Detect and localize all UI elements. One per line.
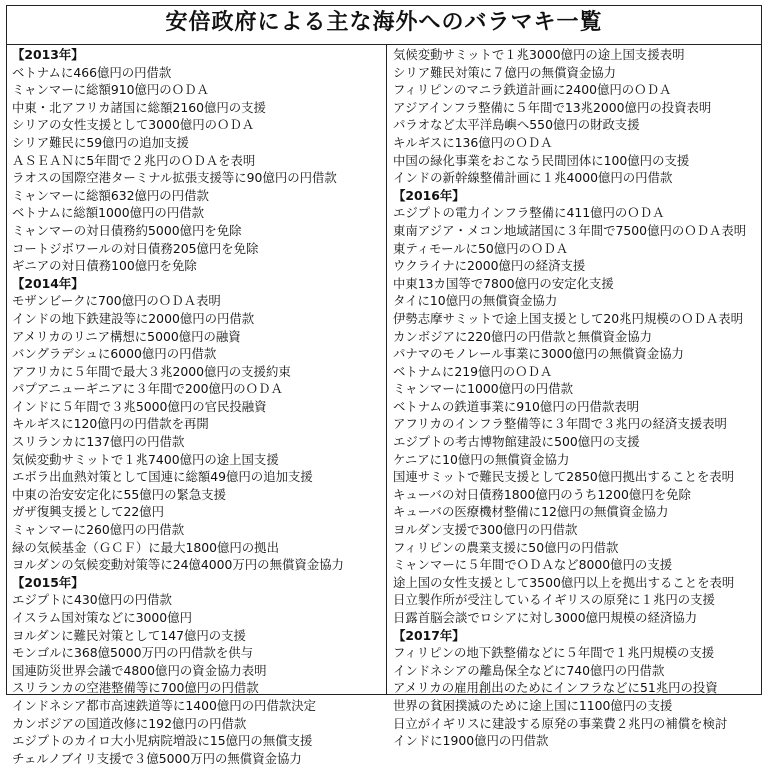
year-heading: 【2017年】 [393, 627, 465, 643]
list-item: ベトナムに466億円の円借款 [12, 64, 172, 80]
list-item: スリランカの空港整備等に700億円の円借款 [12, 680, 259, 696]
list-item: キルギスに136億円のＯＤＡ [393, 134, 553, 150]
list-item: フィリピンの農業支援に50億円の円借款 [393, 539, 619, 555]
list-item: ガザ復興支援として22億円 [12, 504, 165, 520]
list-item: 中国の緑化事業をおこなう民間団体に100億円の支援 [393, 152, 690, 168]
list-item: 気候変動サミットで１兆7400億円の途上国支援 [12, 451, 279, 467]
list-item: 中東・北アフリカ諸国に総額2160億円の支援 [12, 99, 266, 115]
list-item: ＡＳＥＡＮに5年間で２兆円のＯＤＡを表明 [12, 152, 256, 168]
list-item: スリランカに137億円の円借款 [12, 434, 185, 450]
list-item: イスラム国対策などに3000億円 [12, 610, 192, 625]
list-item: 緑の気候基金（ＧＣＦ）に最大1800億円の拠出 [12, 539, 279, 555]
list-item: エジプトに430億円の円借款 [12, 592, 172, 608]
list-item: アジアインフラ整備に５年間で13兆2000億円の投資表明 [393, 99, 712, 115]
list-item: バングラデシュに6000億円の円借款 [12, 346, 217, 362]
list-item: モザンビークに700億円のＯＤＡ表明 [12, 293, 221, 309]
list-item: 中東の治安安定化に55億円の緊急支援 [12, 486, 227, 502]
list-item: ベトナムに219億円のＯＤＡ [393, 363, 553, 379]
list-item: 国連防災世界会議で4800億円の資金協力表明 [12, 662, 267, 678]
list-item: エボラ出血熱対策として国連に総額49億円の追加支援 [12, 469, 313, 485]
list-item: ミャンマーの対日債務約5000億円を免除 [12, 222, 242, 238]
list-item: インドネシアの離島保全などに740億円の円借款 [393, 662, 665, 678]
list-item: キルギスに120億円の円借款を再開 [12, 416, 209, 432]
list-item: ベトナムに総額1000億円の円借款 [12, 205, 204, 221]
list-item: 世界の貧困撲滅のために途上国に1100億円の支援 [393, 697, 673, 713]
list-item: インドに５年間で３兆5000億円の官民投融資 [12, 398, 267, 414]
list-item: カンボジアの国道改修に192億円の円借款 [12, 715, 247, 731]
page-title: 安倍政府による主な海外へのバラマキ一覧 [165, 10, 603, 35]
list-item: アフリカに５年間で最大３兆2000億円の支援約束 [12, 363, 291, 379]
list-item: ミャンマーに1000億円の円借款 [393, 381, 573, 397]
list-item: アフリカのインフラ整備等に３年間で３兆円の経済支援表明 [393, 416, 727, 432]
year-heading: 【2014年】 [12, 275, 84, 291]
list-item: エジプトのカイロ大小児病院増設に15億円の無償支援 [12, 733, 313, 749]
list-item: インドネシア都市高速鉄道等に1400億円の円借款決定 [12, 697, 317, 713]
list-item: シリアの女性支援として3000億円のＯＤＡ [12, 117, 255, 133]
list-item: 東ティモールに50億円のＯＤＡ [393, 240, 569, 256]
list-item: フィリピンのマニラ鉄道計画に2400億円のＯＤＡ [393, 82, 672, 98]
list-item: ベトナムの鉄道事業に910億円の円借款表明 [393, 398, 640, 414]
list-item: エジプトの考古博物館建設に500億円の支援 [393, 434, 640, 450]
list-item: フィリピンの地下鉄整備などに５年間で１兆円規模の支援 [393, 645, 715, 661]
list-item: 気候変動サミットで１兆3000億円の途上国支援表明 [393, 47, 685, 62]
list-item: ケニアに10億円の無償資金協力 [393, 451, 570, 467]
list-item: パナマのモノレール事業に3000億円の無償資金協力 [393, 346, 684, 362]
year-heading: 【2015年】 [12, 574, 84, 590]
list-item: 途上国の女性支援として3500億円以上を拠出することを表明 [393, 574, 735, 590]
list-item: インドに1900億円の円借款 [393, 733, 549, 749]
left-column [12, 46, 382, 767]
list-item: 日露首脳会談でロシアに対し3000億円規模の経済協力 [393, 610, 698, 625]
list-item: エジプトの電力インフラ整備に411億円のＯＤＡ [393, 205, 665, 221]
list-item: キューバの対日債務1800億円のうち1200億円を免除 [393, 486, 691, 502]
year-heading: 【2016年】 [393, 187, 465, 203]
list-item: シリア難民対策に７億円の無償資金協力 [393, 64, 617, 80]
list-item: ウクライナに2000億円の経済支援 [393, 258, 586, 274]
right-column [393, 46, 763, 750]
list-item: 国連サミットで難民支援として2850億円拠出することを表明 [393, 469, 735, 485]
list-item: タイに10億円の無償資金協力 [393, 293, 558, 309]
list-item: カンボジアに220億円の円借款と無償資金協力 [393, 328, 653, 344]
list-item: ヨルダンに難民対策として147億円の支援 [12, 627, 246, 643]
list-item: アメリカの雇用創出のためにインフラなどに51兆円の投資 [393, 680, 718, 696]
list-item: パラオなど太平洋島嶼へ550億円の財政支援 [393, 117, 640, 133]
list-item: インドの新幹線整備計画に１兆4000億円の円借款 [393, 170, 673, 186]
list-item: ヨルダンの気候変動対策等に24億4000万円の無償資金協力 [12, 557, 344, 573]
list-item: ラオスの国際空港ターミナル拡張支援等に90億円の円借款 [12, 170, 337, 186]
list-item: チェルノブイリ支援で３億5000万円の無償資金協力 [12, 750, 302, 766]
list-item: ギニアの対日債務100億円を免除 [12, 258, 197, 274]
list-item: ミャンマーに５年間でＯＤＡなど8000億円の支援 [393, 557, 673, 573]
list-item: 東南アジア・メコン地域諸国に３年間で7500億円のＯＤＡ表明 [393, 222, 747, 238]
list-item: アメリカのリニア構想に5000億円の融資 [12, 328, 241, 344]
column-divider [386, 45, 387, 695]
list-item: インドの地下鉄建設等に2000億円の円借款 [12, 310, 255, 326]
list-item: ミャンマーに総額632億円の円借款 [12, 187, 209, 203]
list-item: 日立がイギリスに建設する原発の事業費２兆円の補償を検討 [393, 715, 728, 731]
list-item: シリア難民に59億円の追加支援 [12, 134, 189, 150]
list-item: パプアニューギニアに３年間で200億円のＯＤＡ [12, 381, 283, 397]
list-item: 伊勢志摩サミットで途上国支援として20兆円規模のＯＤＡ表明 [393, 310, 744, 326]
list-item: 中東13カ国等で7800億円の安定化支援 [393, 275, 614, 291]
list-item: 日立製作所が受注しているイギリスの原発に１兆円の支援 [393, 592, 715, 608]
list-item: ミャンマーに総額910億円のＯＤＡ [12, 82, 209, 98]
year-heading: 【2013年】 [12, 47, 84, 62]
list-item: コートジボワールの対日債務205億円を免除 [12, 240, 259, 256]
title-divider [6, 44, 762, 45]
list-item: モンゴルに368億5000万円の円借款を供与 [12, 645, 254, 661]
list-item: ヨルダン支援で300億円の円借款 [393, 522, 578, 538]
list-item: ミャンマーに260億円の円借款 [12, 522, 185, 538]
list-item: キューバの医療機材整備に12億円の無償資金協力 [393, 504, 669, 520]
